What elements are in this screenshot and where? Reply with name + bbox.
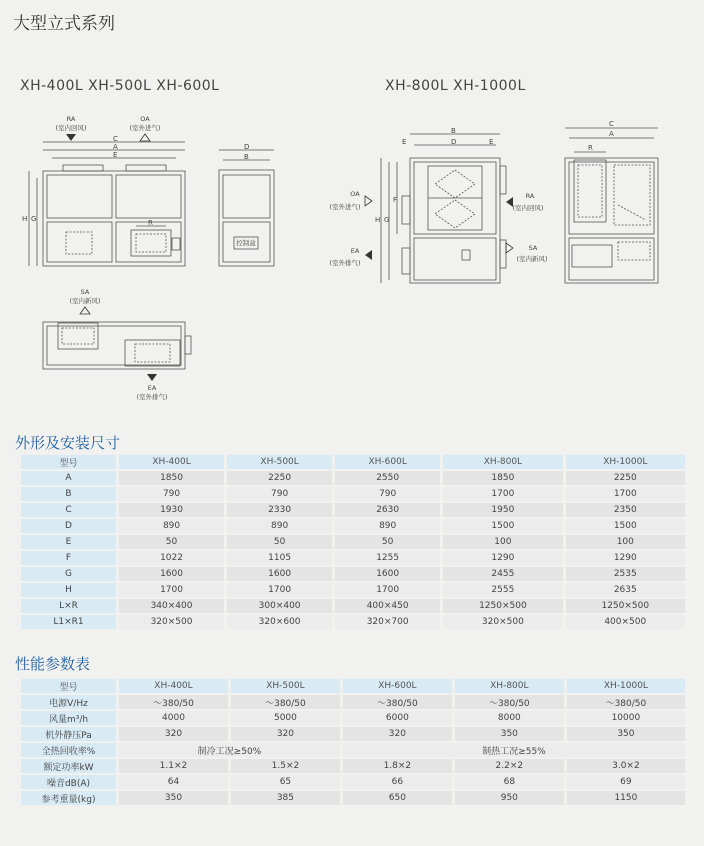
ea-cn-label-right: (室外排气)	[329, 259, 361, 267]
dim-c-label: C	[113, 135, 118, 143]
dim-a-label-right: A	[609, 130, 614, 138]
dim-r-label: R	[148, 219, 153, 227]
header-cell: XH-1000L	[567, 679, 685, 693]
table-cell: 890	[335, 519, 440, 533]
table-cell: 350	[455, 727, 564, 741]
table-cell: 2630	[335, 503, 440, 517]
dim-b-label: B	[244, 153, 249, 161]
row-header-cell: A	[21, 471, 116, 485]
ra-cn-label-right: (室内回风)	[512, 204, 544, 212]
table-cell: 3.0×2	[567, 759, 685, 773]
performance-table	[18, 677, 688, 807]
row-header-cell: E	[21, 535, 116, 549]
dim-d-label: D	[244, 143, 250, 151]
table-cell: 890	[119, 519, 224, 533]
row-header-cell: 电源V/Hz	[21, 695, 116, 709]
header-cell: XH-600L	[335, 455, 440, 469]
table-cell: 50	[227, 535, 332, 549]
dim-e-label-right: E	[402, 138, 407, 146]
table-cell: 1850	[443, 471, 562, 485]
table-row	[21, 567, 685, 581]
table-row	[21, 551, 685, 565]
table-cell: 650	[343, 791, 452, 805]
dim-g-label-right: G	[384, 216, 390, 224]
table-cell: 1700	[119, 583, 224, 597]
row-header-cell: 额定功率kW	[21, 759, 116, 773]
table-cell: 2555	[443, 583, 562, 597]
dim-b-label-right: B	[451, 127, 456, 135]
ea-label-right: EA	[350, 247, 360, 255]
row-header-cell: H	[21, 583, 116, 597]
table-cell: 1.1×2	[119, 759, 228, 773]
oa-cn-label-right: (室外进气)	[329, 203, 361, 211]
table-cell: 320×700	[335, 615, 440, 629]
performance-section-title: 性能参数表	[15, 655, 91, 673]
dim-h-label-right: H	[375, 216, 381, 224]
table-cell: 1255	[335, 551, 440, 565]
ea-arrow-right-icon	[365, 250, 372, 260]
table-row	[21, 695, 685, 709]
table-cell: 2250	[227, 471, 332, 485]
table-cell: 1600	[227, 567, 332, 581]
table-row	[21, 487, 685, 501]
table-cell: 1290	[443, 551, 562, 565]
table-cell: 2455	[443, 567, 562, 581]
model-heading-small: XH-400L XH-500L XH-600L	[20, 78, 220, 94]
row-header-cell: 全热回收率%	[21, 743, 116, 757]
table-cell: 1250×500	[443, 599, 562, 613]
table-cell: ～380/50	[455, 695, 564, 709]
header-cell: XH-1000L	[566, 455, 685, 469]
model-heading-large: XH-800L XH-1000L	[385, 78, 526, 94]
row-header-cell: 参考重量(kg)	[21, 791, 116, 805]
header-cell: XH-800L	[455, 679, 564, 693]
table-cell: 350	[119, 791, 228, 805]
header-cell: XH-600L	[343, 679, 452, 693]
table-cell: 69	[567, 775, 685, 789]
row-header-cell: 噪音dB(A)	[21, 775, 116, 789]
dim-h-label: H	[22, 215, 28, 223]
header-cell: XH-800L	[443, 455, 562, 469]
table-cell: 50	[335, 535, 440, 549]
table-cell: 300×400	[227, 599, 332, 613]
table-cell: 1700	[566, 487, 685, 501]
row-header-cell: C	[21, 503, 116, 517]
table-cell: 100	[443, 535, 562, 549]
table-cell: 1700	[227, 583, 332, 597]
header-cell: 型号	[21, 455, 116, 469]
oa-arrow-right-icon	[365, 196, 372, 206]
table-cell: 385	[231, 791, 340, 805]
technical-drawings	[0, 0, 704, 420]
table-cell: 1600	[119, 567, 224, 581]
table-cell: 400×450	[335, 599, 440, 613]
row-header-cell: D	[21, 519, 116, 533]
table-cell: 制热工况≥55%	[343, 743, 685, 757]
dimensions-section-title: 外形及安装尺寸	[15, 434, 121, 452]
table-cell: 6000	[343, 711, 452, 725]
table-cell: 350	[567, 727, 685, 741]
ra-cn-label: (室内回风)	[55, 124, 87, 132]
ra-arrow-icon	[66, 134, 76, 141]
table-cell: 2350	[566, 503, 685, 517]
table-row	[21, 775, 685, 789]
row-header-cell: B	[21, 487, 116, 501]
table-cell: 2535	[566, 567, 685, 581]
table-row	[21, 503, 685, 517]
table-row	[21, 615, 685, 629]
oa-label: OA	[140, 115, 150, 123]
table-cell: 5000	[231, 711, 340, 725]
table-row	[21, 743, 685, 757]
front-view-small	[29, 142, 185, 266]
sa-label-right: SA	[528, 244, 538, 252]
table-cell: 1930	[119, 503, 224, 517]
sa-arrow-icon	[80, 307, 90, 314]
sa-cn-label-right: (室内新风)	[516, 255, 548, 263]
control-box-label: 控制盒	[236, 239, 256, 247]
oa-label-right: OA	[350, 190, 360, 198]
table-cell: 64	[119, 775, 228, 789]
table-cell: 65	[231, 775, 340, 789]
table-row	[21, 727, 685, 741]
table-cell: 50	[119, 535, 224, 549]
header-cell: XH-400L	[119, 679, 228, 693]
dim-d-label-right: D	[451, 138, 457, 146]
table-cell: 4000	[119, 711, 228, 725]
table-cell: 320×500	[119, 615, 224, 629]
top-view-small	[43, 322, 191, 369]
sa-cn-label: (室内新风)	[69, 297, 101, 305]
table-cell: 1022	[119, 551, 224, 565]
table-row	[21, 471, 685, 485]
table-cell: 1105	[227, 551, 332, 565]
side-view-large	[565, 128, 658, 283]
header-cell: 型号	[21, 679, 116, 693]
sa-arrow-right-icon	[506, 243, 513, 253]
side-view-small	[219, 150, 274, 266]
table-row	[21, 759, 685, 773]
front-view-large	[381, 134, 506, 283]
ra-label: RA	[66, 115, 76, 123]
ea-cn-label: (室外排气)	[136, 393, 168, 401]
dim-f-label-right: F	[393, 196, 398, 204]
dim-r-label-right: R	[588, 144, 593, 152]
table-cell: 1950	[443, 503, 562, 517]
table-cell: ～380/50	[119, 695, 228, 709]
table-cell: 1600	[335, 567, 440, 581]
table-cell: 1.8×2	[343, 759, 452, 773]
table-cell: 320	[343, 727, 452, 741]
table-cell: 1500	[443, 519, 562, 533]
table-row	[21, 519, 685, 533]
header-cell: XH-500L	[227, 455, 332, 469]
table-cell: 制冷工况≥50%	[119, 743, 340, 757]
header-cell: XH-400L	[119, 455, 224, 469]
table-header-row	[21, 455, 685, 469]
table-cell: 8000	[455, 711, 564, 725]
dimensions-table	[18, 453, 688, 631]
sa-label: SA	[80, 288, 90, 296]
table-cell: 890	[227, 519, 332, 533]
table-cell: 1850	[119, 471, 224, 485]
table-cell: 790	[227, 487, 332, 501]
table-cell: 2330	[227, 503, 332, 517]
table-cell: ～380/50	[231, 695, 340, 709]
row-header-cell: 风量m³/h	[21, 711, 116, 725]
table-cell: 1250×500	[566, 599, 685, 613]
dim-c-label-right: C	[609, 120, 614, 128]
table-cell: 1290	[566, 551, 685, 565]
table-cell: 2250	[566, 471, 685, 485]
table-cell: 340×400	[119, 599, 224, 613]
table-cell: 2.2×2	[455, 759, 564, 773]
table-cell: 1700	[443, 487, 562, 501]
table-cell: ～380/50	[567, 695, 685, 709]
table-cell: 790	[335, 487, 440, 501]
table-row	[21, 583, 685, 597]
dim-e2-label-right: E	[489, 138, 494, 146]
table-row	[21, 535, 685, 549]
ra-label-right: RA	[525, 192, 535, 200]
table-cell: 2635	[566, 583, 685, 597]
oa-arrow-icon	[140, 134, 150, 141]
table-row	[21, 711, 685, 725]
row-header-cell: G	[21, 567, 116, 581]
row-header-cell: 机外静压Pa	[21, 727, 116, 741]
table-cell: 320×500	[443, 615, 562, 629]
dim-f-label: E	[113, 151, 118, 159]
table-cell: 2550	[335, 471, 440, 485]
table-row	[21, 791, 685, 805]
table-row	[21, 599, 685, 613]
page-title: 大型立式系列	[13, 14, 115, 34]
row-header-cell: L×R	[21, 599, 116, 613]
table-cell: ～380/50	[343, 695, 452, 709]
table-cell: 1700	[335, 583, 440, 597]
table-cell: 320×600	[227, 615, 332, 629]
table-header-row	[21, 679, 685, 693]
table-cell: 68	[455, 775, 564, 789]
oa-cn-label: (室外进气)	[129, 124, 161, 132]
dim-a-label: A	[113, 143, 118, 151]
table-cell: 950	[455, 791, 564, 805]
table-cell: 400×500	[566, 615, 685, 629]
table-cell: 1150	[567, 791, 685, 805]
ea-label: EA	[147, 384, 157, 392]
table-cell: 1500	[566, 519, 685, 533]
row-header-cell: L1×R1	[21, 615, 116, 629]
table-cell: 66	[343, 775, 452, 789]
row-header-cell: F	[21, 551, 116, 565]
table-cell: 1.5×2	[231, 759, 340, 773]
table-cell: 10000	[567, 711, 685, 725]
dim-g-label: G	[31, 215, 37, 223]
ea-arrow-icon	[147, 374, 157, 381]
table-cell: 790	[119, 487, 224, 501]
table-cell: 100	[566, 535, 685, 549]
header-cell: XH-500L	[231, 679, 340, 693]
table-cell: 320	[231, 727, 340, 741]
table-cell: 320	[119, 727, 228, 741]
